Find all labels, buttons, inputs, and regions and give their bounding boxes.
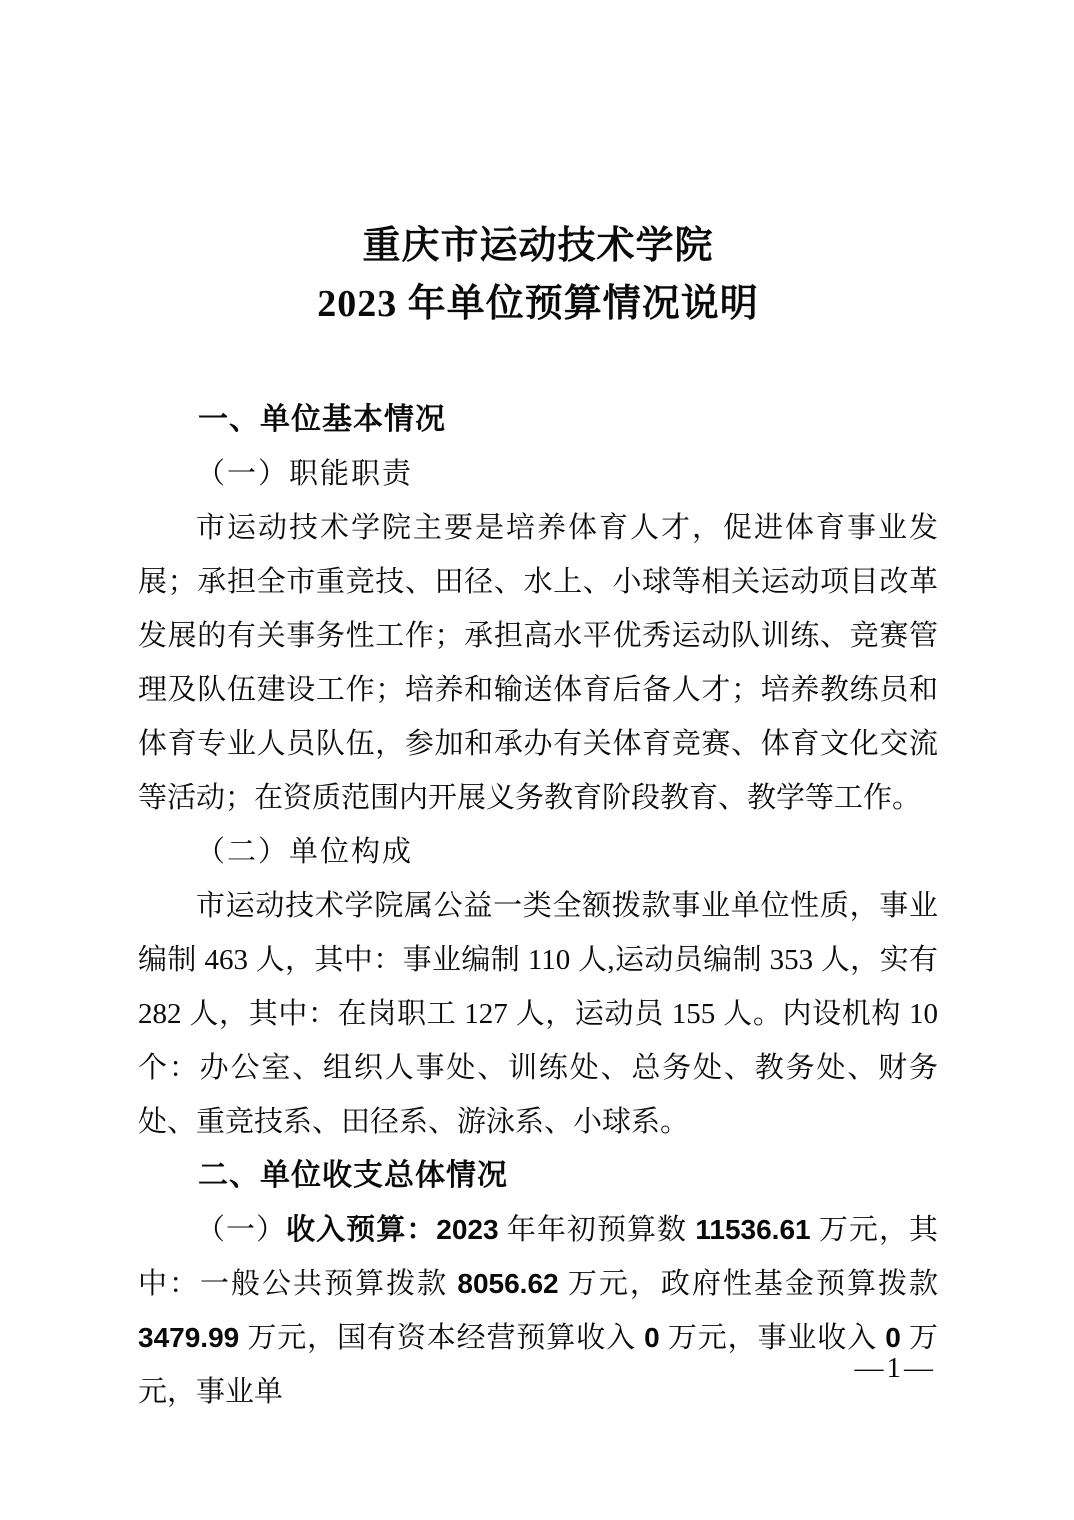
- text-run: 收入预算：: [286, 1214, 437, 1247]
- text-run: 353: [769, 944, 814, 977]
- text-run: 155: [671, 998, 716, 1031]
- text-run: 0: [644, 1322, 660, 1354]
- text-run: 0: [885, 1322, 901, 1354]
- document-title-line1: 重庆市运动技术学院: [362, 225, 714, 268]
- document-blocks: [138, 393, 938, 1419]
- text-run: 10: [908, 998, 938, 1031]
- sub-heading: （一）职能职责: [196, 458, 414, 491]
- text-run: 万元，事业收入: [659, 1322, 886, 1355]
- section-heading: 一、单位基本情况: [198, 403, 446, 437]
- paragraph: [138, 501, 938, 825]
- document-title: [138, 217, 938, 333]
- text-run: 市运动技术学院主要是培养体育人才，促进体育事业发展；承担全市重竞技、田径、水上、小球等相关运动项目改革发展的有关事务性工作；承担高水平优秀运动队训练、竞赛管理及队伍建设工作；培养和输送体育后备人才；培养教练员和体育专业人员队伍，参加和承办有关体育竞赛、体育文化交流等活动；在资质范围内开展义务教育阶段教育、教学等工作。: [138, 512, 938, 815]
- paragraph: [138, 1203, 938, 1419]
- document-title-line2: 2023 年单位预算情况说明: [317, 283, 759, 326]
- text-run: 万元，国有资本经营预算收入: [239, 1322, 645, 1355]
- text-run: （一）: [196, 1214, 287, 1247]
- text-run: 万元，政府性基金预算拨款: [558, 1268, 938, 1301]
- paragraph: [138, 879, 938, 1149]
- page-number: —1—: [854, 1352, 936, 1384]
- text-run: 127: [464, 998, 508, 1031]
- text-run: 市运动技术学院属公益一类全额拨款事业单位性质，事业编制: [138, 890, 938, 977]
- text-run: 282: [138, 998, 182, 1031]
- text-run: 年年初预算数: [498, 1214, 696, 1247]
- text-run: 3479.99: [138, 1322, 240, 1354]
- text-run: 万元，其中：一般公共预算拨款: [138, 1214, 938, 1301]
- text-run: 8056.62: [457, 1268, 559, 1300]
- text-run: 人。内设机构: [715, 998, 909, 1031]
- section-heading: 二、单位收支总体情况: [198, 1159, 508, 1193]
- text-run: 人，其中：事业编制: [247, 944, 528, 977]
- text-run: 463: [204, 944, 248, 977]
- text-run: 人，实有: [813, 944, 938, 977]
- text-run: 2023: [436, 1214, 499, 1246]
- text-run: 个：办公室、组织人事处、训练处、总务处、教务处、财务处、重竞技系、田径系、游泳系、小球系。: [138, 1052, 938, 1139]
- sub-heading: （二）单位构成: [196, 836, 414, 869]
- text-run: 110: [527, 944, 571, 977]
- text-run: 11536.61: [695, 1214, 811, 1246]
- text-run: 人,运动员编制: [570, 944, 770, 977]
- text-run: 人，运动员: [507, 998, 672, 1031]
- text-run: 万元，事业单: [138, 1322, 938, 1409]
- text-run: 人，其中：在岗职工: [181, 998, 465, 1031]
